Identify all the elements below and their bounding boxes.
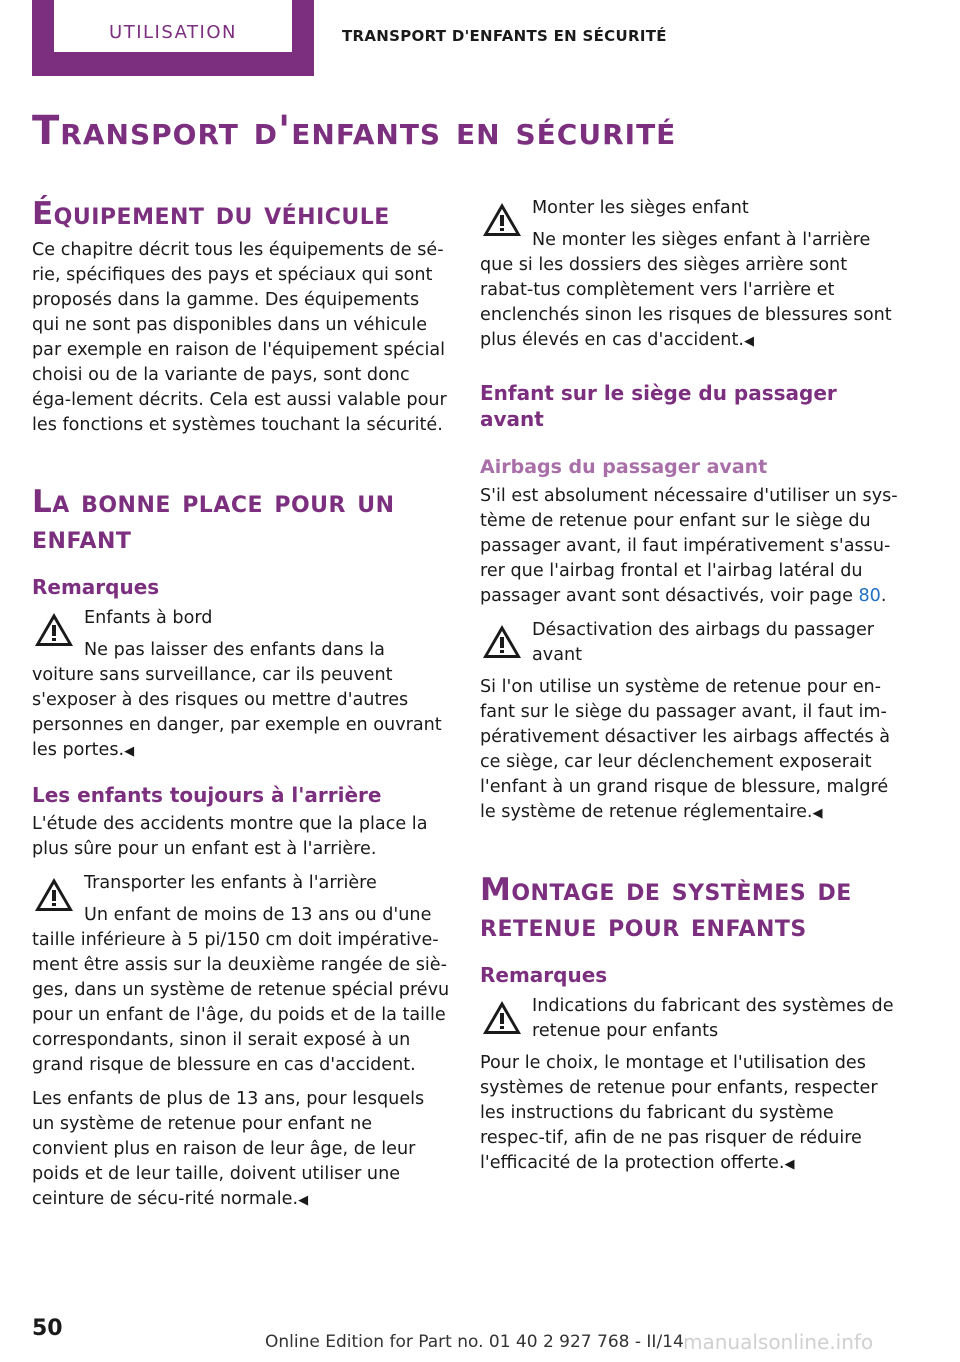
heading-arriere: Les enfants toujours à l'arrière xyxy=(32,783,382,807)
end-mark: ◀ xyxy=(124,744,135,759)
warning-desactivation-airbags xyxy=(480,618,898,826)
heading-passager: Enfant sur le siège du passager avant xyxy=(480,381,837,431)
end-mark: ◀ xyxy=(812,806,823,821)
warning-indications-fabricant xyxy=(480,994,898,1177)
left-column xyxy=(32,196,450,1222)
heading-equipement: Équipement du véhicule xyxy=(32,196,390,232)
end-mark: ◀ xyxy=(298,1193,309,1208)
warning-icon xyxy=(32,608,76,652)
running-header-title: TRANSPORT D'ENFANTS EN SÉCURITÉ xyxy=(342,27,667,45)
heading-montage: Montage de systèmes de retenue pour enfants xyxy=(480,872,852,944)
right-column: Monter les sièges enfant Ne monter les sièges enfant à l'arrière que si les dossiers des sièges arrière sont rabat-tus complètement vers l'arrière et enclenchés sinon les risques de blessures sont plus élevés en cas d'accident.◀ Enfant sur le siège du passager avant Airbags du passager avant S'il est absolument nécessaire d'utiliser un sys-tème de retenue pour enfant sur le siège du passager avant, il faut impérativement s'assu-rer que l'airbag frontal et l'airbag latéral du passager avant sont désactivés, voir page 80. Désactivation des airbags du passager avant Si l'on utilise un système de retenue pour en-fant sur le siège du passager avant, il faut im-pérativement désactiver les airbags affectés à ce siège, car leur déclenchement exposerait l'enfant à un grand risque de blessure, malgré le système de retenue réglementaire.◀ Montage de systèmes de retenue pour enfants Remarques Indications du fabricant des systèmes de retenue pour enfants Pour le choix, le montage et l'utilisation des systèmes de retenue pour enfants, respecter les instructions du fabricant du système respec-tif, afin de ne pas risquer de réduire l'efficacité de la protection offerte.◀ xyxy=(480,196,898,1186)
page-reference-link[interactable]: 80 xyxy=(858,586,881,606)
warning-monter-sieges xyxy=(480,196,898,354)
heading-remarques-2: Remarques xyxy=(480,963,608,987)
page-number: 50 xyxy=(32,1316,63,1341)
section-tab-label: UTILISATION xyxy=(109,22,237,43)
warning-icon xyxy=(480,996,524,1040)
warning-text: Ne monter les sièges enfant à l'arrière que si les dossiers des sièges arrière sont rabat-tus complètement vers l'arrière et enclenchés sinon les risques de blessures sont plus élevés en cas d'accident. xyxy=(480,230,892,350)
heading-airbags: Airbags du passager avant xyxy=(480,456,768,478)
watermark: manualsonline.info xyxy=(683,1330,874,1354)
end-mark: ◀ xyxy=(743,334,754,349)
paragraph-equipement: Ce chapitre décrit tous les équipements de sé-rie, spécifiques des pays et spéciaux qui sont proposés dans la gamme. Des équipements qui ne sont pas disponibles dans un véhicule par exemple en raison de l'équipement spécial choisi ou de la variante de pays, sont donc éga-lement décrits. Cela est aussi valable pour les fonctions et systèmes touchant la sécurité. xyxy=(32,240,447,435)
paragraph-airbags: S'il est absolument nécessaire d'utiliser un sys-tème de retenue pour enfant sur le siège du passager avant, il faut impérativement s'assu-rer que l'airbag frontal et l'airbag latéral du passager avant sont désactivés, voir page xyxy=(480,486,898,606)
warning-title: Monter les sièges enfant xyxy=(532,198,749,218)
warning-title: Transporter les enfants à l'arrière xyxy=(84,873,377,893)
warning-text-2: Les enfants de plus de 13 ans, pour lesquels un système de retenue pour enfant ne convient plus en raison de leur âge, de leur poids et de leur taille, doivent utiliser une ceinture de sécu-rité normale. xyxy=(32,1089,425,1209)
warning-text: Si l'on utilise un système de retenue pour en-fant sur le siège du passager avant, il faut im-pérativement désactiver les airbags affectés à ce siège, car leur déclenchement exposerait l'enfant à un grand risque de blessure, malgré le système de retenue réglementaire. xyxy=(480,677,891,822)
warning-text: Pour le choix, le montage et l'utilisation des systèmes de retenue pour enfants, respecter les instructions du fabricant du système respec-tif, afin de ne pas risquer de réduire l'efficacité de la protection offerte. xyxy=(480,1053,878,1173)
warning-title: Désactivation des airbags du passager avant xyxy=(532,620,874,665)
end-mark: ◀ xyxy=(784,1157,795,1172)
warning-text: Un enfant de moins de 13 ans ou d'une taille inférieure à 5 pi/150 cm doit impérative-ment être assis sur la deuxième rangée de siè-ges, dans un système de retenue spécial prévu pour un enfant de l'âge, du poids et de la taille correspondants, sinon il serait exposé à un grand risque de blessure en cas d'accident. xyxy=(32,905,450,1075)
heading-remarques: Remarques xyxy=(32,575,160,599)
warning-title: Enfants à bord xyxy=(84,608,213,628)
page-title: Transport d'enfants en sécurité xyxy=(32,108,677,154)
heading-bonne-place: La bonne place pour un enfant xyxy=(32,484,395,556)
warning-title: Indications du fabricant des systèmes de retenue pour enfants xyxy=(532,996,894,1041)
warning-icon xyxy=(480,198,524,242)
paragraph-arriere: L'étude des accidents montre que la place la plus sûre pour un enfant est à l'arrière. xyxy=(32,814,428,859)
footer-edition: Online Edition for Part no. 01 40 2 927 768 - II/14 xyxy=(265,1332,684,1352)
warning-transporter-arriere xyxy=(32,871,450,1213)
warning-icon xyxy=(480,620,524,664)
warning-icon xyxy=(32,873,76,917)
warning-enfants-a-bord xyxy=(32,606,450,764)
warning-text: Ne pas laisser des enfants dans la voiture sans surveillance, car ils peuvent s'exposer à des risques ou mettre d'autres personnes en danger, par exemple en ouvrant les portes. xyxy=(32,640,442,760)
